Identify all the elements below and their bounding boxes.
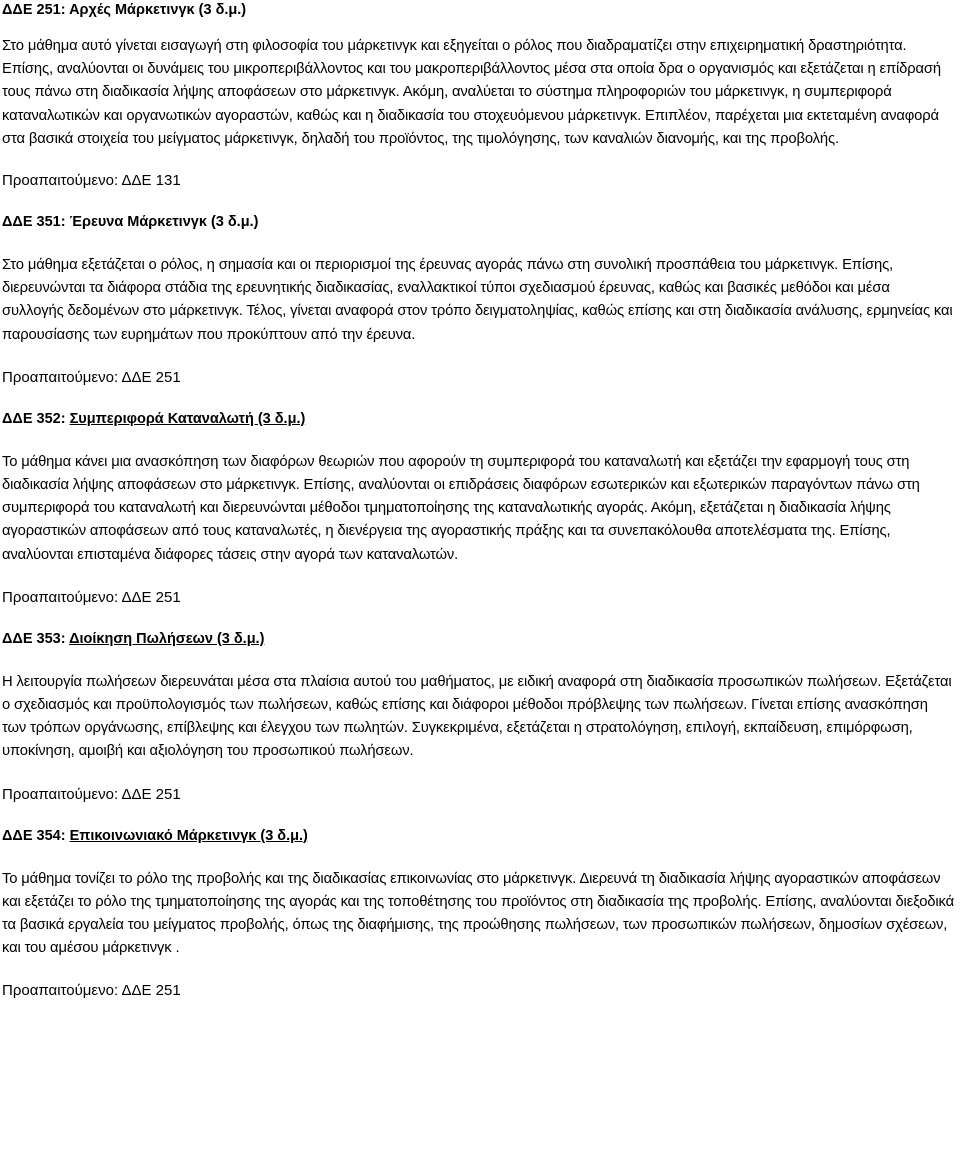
- course-code: ΔΔΕ 351:: [2, 214, 66, 231]
- course-title: [2, 409, 954, 429]
- course-title: [2, 0, 954, 20]
- course-title: [2, 212, 954, 232]
- course-prerequisite: Προαπαιτούμενο: ΔΔΕ 251: [2, 982, 181, 1000]
- course-name: Συμπεριφορά Καταναλωτή (3 δ.μ.): [69, 410, 306, 427]
- course-description: Το μάθημα κάνει μια ανασκόπηση των διαφόρων θεωριών που αφορούν τη συμπεριφορά του καταναλωτή και εξετάζει την εφαρμογή τους στη διαδικασία λήψης αποφάσεων στο μάρκετινγκ. Επίσης, αναλύονται οι επιδράσεις διαφόρων εσωτερικών και εξωτερικών παραγόντων πάνω στη συμπεριφορά του καταναλωτή και διερευνώνται μέθοδοι τμηματοποίησης της καταναλωτικής αγοράς. Ακόμη, εξετάζεται η διαδικασία λήψης αγοραστικών αποφάσεων από τους καταναλωτές, η διενέργεια της αγοραστικής πράξης και τα συνεπακόλουθα αποτελέσματα της. Επίσης, αναλύονται επισταμένα διάφορες τάσεις στην αγορά των καταναλωτών.: [2, 453, 920, 563]
- course-code: ΔΔΕ 354:: [2, 827, 66, 844]
- course-code: ΔΔΕ 353:: [2, 630, 66, 647]
- course-prerequisite: Προαπαιτούμενο: ΔΔΕ 251: [2, 368, 181, 386]
- course-title: [2, 629, 954, 649]
- course-description: Το μάθημα τονίζει το ρόλο της προβολής και της διαδικασίας επικοινωνίας στο μάρκετινγκ. Διερευνά τη διαδικασία λήψης αγοραστικών αποφάσεων και εξετάζει το ρόλο της τμηματοποίησης της αγοράς και της τοποθέτησης του προϊόντος στη διαδικασία της προβολής. Επίσης, αναλύονται διεξοδικά τα βασικά εργαλεία του μείγματος προβολής, όπως της διαφήμισης, της προώθησης πωλήσεων, των προσωπικών πωλήσεων, δημοσίων σχέσεων, και του αμέσου μάρκετινγκ .: [2, 870, 954, 957]
- course-code: ΔΔΕ 352:: [2, 410, 66, 427]
- course-description: Η λειτουργία πωλήσεων διερευνάται μέσα στα πλαίσια αυτού του μαθήματος, με ειδική αναφορά στη διαδικασία προσωπικών πωλήσεων. Εξετάζεται ο σχεδιασμός και προϋπολογισμός των πωλήσεων, καθώς επίσης και διάφοροι μέθοδοι πρόβλεψης των πωλήσεων. Γίνεται επίσης ανασκόπηση των τρόπων οργάνωσης, επίβλεψης και έλεγχου των πωλητών. Συγκεκριμένα, εξετάζεται η στρατολόγηση, επιλογή, εκπαίδευση, επιμόρφωση, υποκίνηση, αμοιβή και αξιολόγηση του προσωπικού πωλήσεων.: [2, 673, 952, 760]
- course-prerequisite: Προαπαιτούμενο: ΔΔΕ 131: [2, 172, 181, 190]
- course-section-dde-354: [2, 826, 954, 1002]
- course-description: Στο μάθημα εξετάζεται ο ρόλος, η σημασία και οι περιορισμοί της έρευνας αγοράς πάνω στη συνολική προσπάθεια του μάρκετινγκ. Επίσης, διερευνώνται τα διάφορα στάδια της ερευνητικής διαδικασίας, εναλλακτικοί τύποι σχεδιασμού έρευνας, καθώς και βασικές μεθόδοι και μέσα συλλογής δεδομένων στο μάρκετινγκ. Τέλος, γίνεται αναφορά στον τρόπο δειγματοληψίας, καθώς επίσης και στη διαδικασία ανάλυσης, ερμηνείας και παρουσίασης των ευρημάτων που προκύπτουν από την έρευνα.: [2, 257, 953, 343]
- course-section-dde-353: [2, 629, 954, 805]
- course-name: Επικοινωνιακό Μάρκετινγκ (3 δ.μ.): [69, 827, 308, 844]
- course-name: Έρευνα Μάρκετινγκ (3 δ.μ.): [69, 214, 259, 231]
- course-title: [2, 826, 954, 846]
- course-code: ΔΔΕ 251:: [2, 2, 66, 18]
- course-description: Στο μάθημα αυτό γίνεται εισαγωγή στη φιλοσοφία του μάρκετινγκ και εξηγείται ο ρόλος που διαδραματίζει στην επιχειρηματική δραστηριότητα. Επίσης, αναλύονται οι δυνάμεις του μικροπεριβάλλοντος και του μακροπεριβάλλοντος μέσα στα οποία δρα ο οργανισμός και εξετάζεται η επίδρασή τους πάνω στη διαδικασία λήψης αποφάσεων στο μάρκετινγκ. Ακόμη, αναλύεται το σύστημα πληροφοριών του μάρκετινγκ, η συμπεριφορά καταναλωτικών και οργανωτικών αγοραστών, καθώς και η διαδικασία του στοχευόμενου μάρκετινγκ. Επιπλέον, παρέχεται μια εκτεταμένη αναφορά στα βασικά στοιχεία του μείγματος μάρκετινγκ, δηλαδή του προϊόντος, της τιμολόγησης, των καναλιών διανομής, και της προβολής.: [2, 38, 941, 147]
- course-section-dde-352: [2, 409, 954, 608]
- course-name: Αρχές Μάρκετινγκ (3 δ.μ.): [69, 2, 247, 18]
- course-prerequisite: Προαπαιτούμενο: ΔΔΕ 251: [2, 588, 181, 606]
- course-section-dde-351: [2, 212, 954, 388]
- course-name: Διοίκηση Πωλήσεων (3 δ.μ.): [69, 630, 265, 647]
- course-section-dde-251: [2, 0, 954, 191]
- course-prerequisite: Προαπαιτούμενο: ΔΔΕ 251: [2, 785, 181, 803]
